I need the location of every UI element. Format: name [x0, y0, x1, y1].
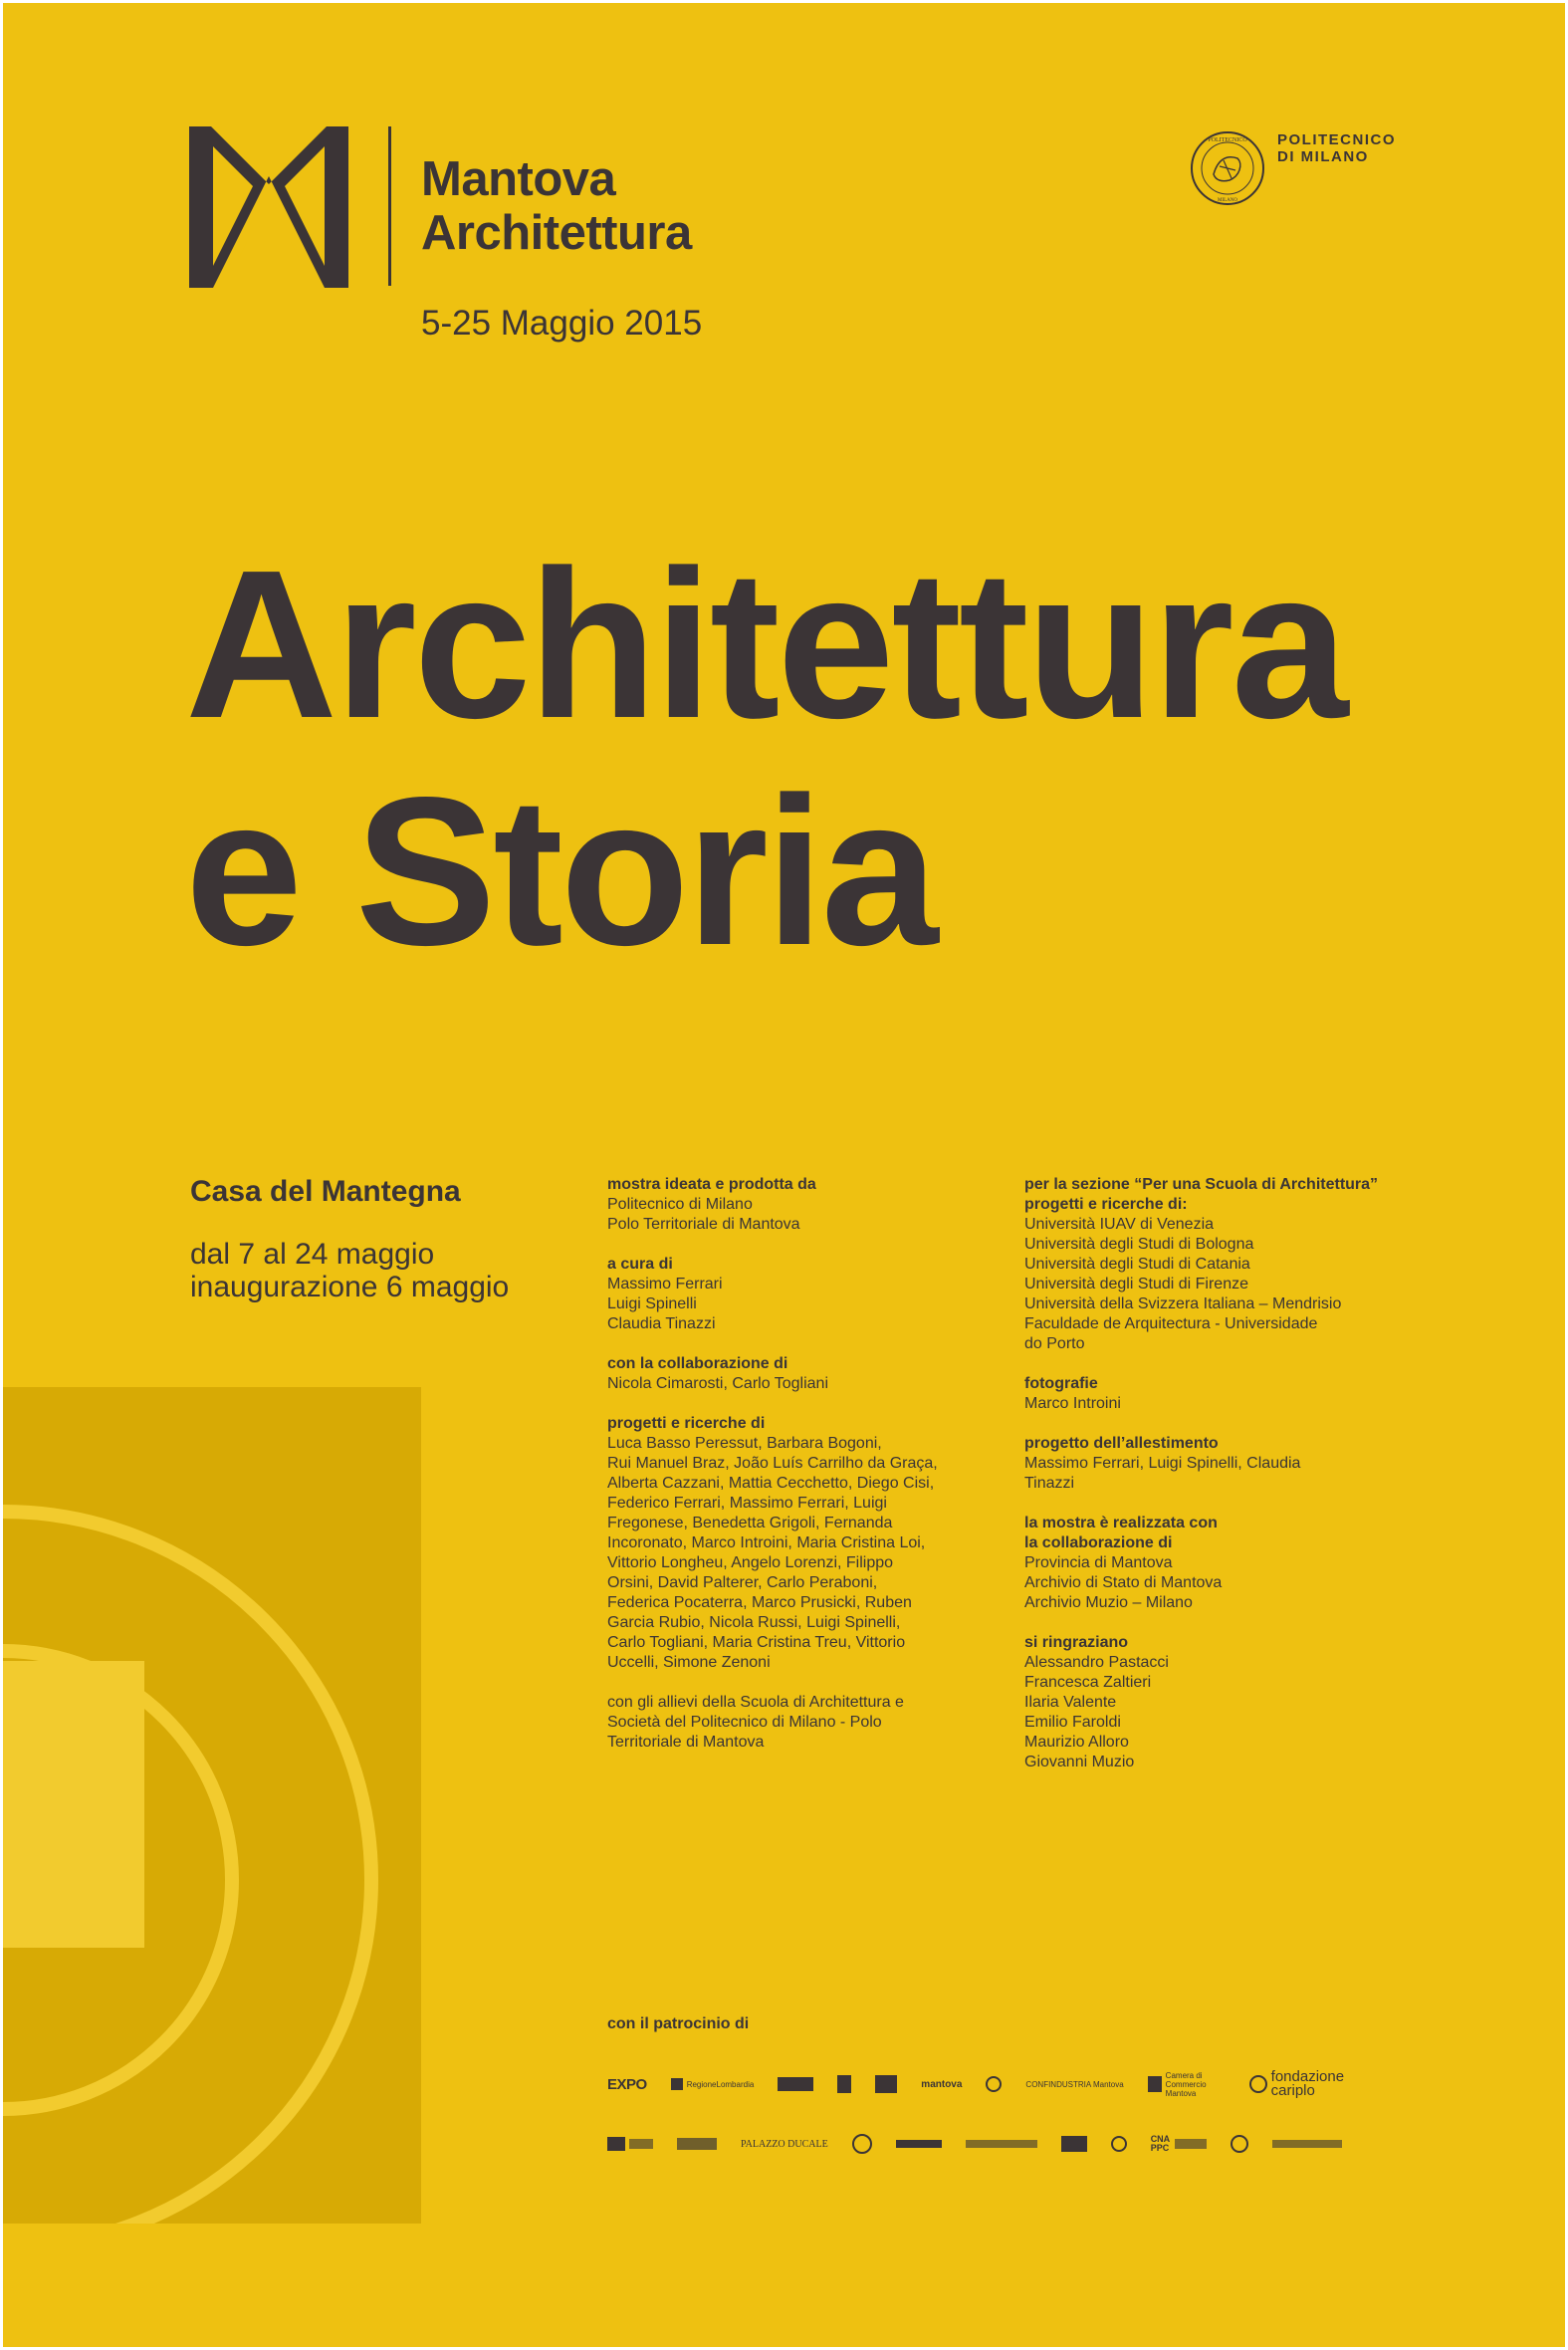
sponsor-mark-icon [677, 2138, 717, 2150]
sponsor-logo [852, 2134, 872, 2154]
sponsor-logo [1025, 2080, 1123, 2089]
sponsor-logo [607, 2075, 647, 2093]
exhibition-dates: dal 7 al 24 maggio [190, 1238, 435, 1271]
sponsor-logo [837, 2075, 851, 2093]
seal-text-bottom: MILANO [1218, 198, 1237, 203]
decorative-shapes [3, 1387, 421, 2224]
sponsor-logo [1249, 2070, 1344, 2098]
credit-line: Federico Ferrari, Massimo Ferrari, Luigi [607, 1495, 887, 1512]
partner-line2: DI MILANO [1277, 148, 1369, 165]
regione-logo-text: RegioneLombardia [686, 2079, 755, 2089]
sponsor-logo [896, 2140, 942, 2148]
credit-line: Massimo Ferrari, Luigi Spinelli, Claudia [1024, 1455, 1301, 1472]
credit-line: Federica Pocaterra, Marco Prusicki, Ruben [607, 1594, 912, 1611]
sponsor-logo [671, 2078, 755, 2090]
logo-line2: Architettura [421, 206, 692, 260]
logo-divider [388, 126, 391, 286]
credit-group [1024, 1434, 1443, 1494]
credit-line: Faculdade de Arquitectura - Universidade [1024, 1315, 1318, 1332]
credit-heading: per la sezione “Per una Scuola di Architettura” [1024, 1176, 1379, 1193]
regione-star-icon [671, 2078, 683, 2090]
credits-right-column [1024, 1175, 1443, 1792]
credit-line: Garcia Rubio, Nicola Russi, Luigi Spinelli, [607, 1614, 901, 1631]
credit-line: Università della Svizzera Italiana – Mendrisio [1024, 1295, 1342, 1312]
credit-heading: mostra ideata e prodotta da [607, 1176, 816, 1193]
partner-name [1277, 131, 1396, 165]
main-title [185, 526, 1346, 989]
credit-heading: progetti e ricerche di: [1024, 1196, 1188, 1213]
venue-name: Casa del Mantegna [190, 1175, 461, 1208]
credit-line: Rui Manuel Braz, João Luís Carrilho da Graça, [607, 1455, 938, 1472]
sponsor-logo [1148, 2071, 1226, 2098]
credit-group [1024, 1175, 1443, 1354]
credit-group [607, 1255, 1025, 1334]
sponsor-logo [741, 2140, 828, 2149]
credit-line: Alessandro Pastacci [1024, 1654, 1169, 1671]
poster [3, 3, 1565, 2347]
opening-date: inaugurazione 6 maggio [190, 1271, 510, 1303]
sponsor-logos-row-2 [607, 2134, 1366, 2154]
credit-line: Claudia Tinazzi [607, 1315, 716, 1332]
sponsor-mark-icon [896, 2140, 942, 2148]
title-line1: Architettura [185, 526, 1346, 762]
cna-logo-text: CNA PPC [1150, 2134, 1170, 2153]
cariplo-text: cariplo [1270, 2082, 1315, 2099]
credit-line: Luca Basso Peressut, Barbara Bogoni, [607, 1435, 882, 1452]
credit-line: Giovanni Muzio [1024, 1754, 1135, 1770]
partner-line1: POLITECNICO [1277, 131, 1397, 148]
sponsor-mark-icon [1175, 2139, 1207, 2149]
credit-heading: la mostra è realizzata con [1024, 1515, 1218, 1531]
note-line: con gli allievi della Scuola di Architettura e [607, 1694, 904, 1711]
mantova-architettura-logo-icon [189, 126, 348, 288]
sponsor-logo [966, 2140, 1037, 2148]
sponsor-logo [921, 2080, 962, 2089]
politecnico-seal-icon [1190, 130, 1265, 206]
mantova-logo-text: mantova [921, 2078, 963, 2090]
sponsor-mark-icon [607, 2137, 625, 2151]
credit-line: Alberta Cazzani, Mattia Cecchetto, Diego Cisi, [607, 1475, 935, 1492]
credit-group [607, 1175, 1025, 1235]
sponsor-mark-icon [1272, 2140, 1342, 2148]
venue-dates [190, 1238, 509, 1303]
credit-line: Marco Introini [1024, 1395, 1121, 1412]
chamber-icon [1148, 2076, 1162, 2092]
credit-line: Nicola Cimarosti, Carlo Togliani [607, 1375, 829, 1392]
credit-line: Incoronato, Marco Introini, Maria Cristina Loi, [607, 1534, 926, 1551]
sponsor-logo [1111, 2136, 1127, 2152]
cariplo-icon [1249, 2075, 1267, 2093]
credit-line: Massimo Ferrari [607, 1276, 723, 1292]
credit-line: Carlo Togliani, Maria Cristina Treu, Vittorio [607, 1634, 906, 1651]
credit-heading: si ringraziano [1024, 1634, 1129, 1651]
credit-line: Maurizio Alloro [1024, 1734, 1129, 1751]
credit-heading: la collaborazione di [1024, 1534, 1173, 1551]
credit-line: Vittorio Longheu, Angelo Lorenzi, Filippo [607, 1554, 894, 1571]
sponsor-mark-icon [852, 2134, 872, 2154]
credit-line: Luigi Spinelli [607, 1295, 697, 1312]
sponsor-logo [1272, 2140, 1342, 2148]
credit-heading: progetto dell’allestimento [1024, 1435, 1219, 1452]
seal-text-top: POLITECNICO [1208, 137, 1247, 143]
credit-line: Tinazzi [1024, 1475, 1075, 1492]
sponsor-mark-icon [778, 2077, 813, 2091]
credit-line: Politecnico di Milano [607, 1196, 753, 1213]
fondazione-text: fondazione [1270, 2068, 1345, 2085]
credit-group [607, 1414, 1025, 1673]
credit-line: Polo Territoriale di Mantova [607, 1216, 800, 1233]
credit-line: Archivio Muzio – Milano [1024, 1594, 1193, 1611]
credit-line: Provincia di Mantova [1024, 1554, 1173, 1571]
sponsor-logo [1151, 2135, 1207, 2153]
credit-line: Ilaria Valente [1024, 1694, 1117, 1711]
sponsor-logo [1231, 2135, 1248, 2153]
credit-heading: progetti e ricerche di [607, 1415, 766, 1432]
sponsor-mark-icon [1231, 2135, 1248, 2153]
sponsor-mark-icon [966, 2140, 1037, 2148]
students-note [607, 1693, 1025, 1753]
sponsor-logo [1061, 2136, 1087, 2152]
credit-heading: a cura di [607, 1256, 673, 1273]
sponsor-logo [778, 2077, 813, 2091]
event-dates: 5-25 Maggio 2015 [421, 304, 703, 343]
credit-group [1024, 1633, 1443, 1772]
logo-name [421, 152, 692, 260]
palazzo-ducale-logo-text: PALAZZO DUCALE [741, 2138, 828, 2150]
credit-line: Uccelli, Simone Zenoni [607, 1654, 771, 1671]
patronage-heading: con il patrocinio di [607, 2015, 750, 2032]
credit-line: Università degli Studi di Bologna [1024, 1236, 1254, 1253]
credits-left-column [607, 1175, 1025, 1772]
credit-line: Università degli Studi di Catania [1024, 1256, 1250, 1273]
credit-heading: con la collaborazione di [607, 1355, 788, 1372]
credit-line: Emilio Faroldi [1024, 1714, 1121, 1731]
credit-group [1024, 1374, 1443, 1414]
credit-line: Francesca Zaltieri [1024, 1674, 1152, 1691]
confindustria-logo-text: CONFINDUSTRIA Mantova [1025, 2079, 1124, 2089]
sponsor-logo [875, 2075, 897, 2093]
sponsor-mark-icon [629, 2139, 653, 2149]
crest-icon [986, 2076, 1002, 2092]
decorative-inner-square [3, 1661, 144, 1948]
crest-icon [875, 2075, 897, 2093]
credit-line: do Porto [1024, 1335, 1085, 1352]
credit-line: Università degli Studi di Firenze [1024, 1276, 1248, 1292]
expo-logo-text: EXPO [607, 2075, 647, 2093]
sponsor-mark-icon [1111, 2136, 1127, 2152]
credit-line: Fregonese, Benedetta Grigoli, Fernanda [607, 1515, 893, 1531]
credit-line: Orsini, David Palterer, Carlo Peraboni, [607, 1574, 878, 1591]
sponsor-logo [986, 2076, 1002, 2092]
sponsor-logo [677, 2138, 717, 2150]
sponsor-logos-row-1 [607, 2070, 1368, 2098]
credit-line: Università IUAV di Venezia [1024, 1216, 1215, 1233]
crest-icon [837, 2075, 851, 2093]
credit-heading: fotografie [1024, 1375, 1098, 1392]
note-line: Territoriale di Mantova [607, 1734, 765, 1751]
chamber-logo-text: Camera di Commercio Mantova [1165, 2070, 1207, 2098]
credit-group [607, 1354, 1025, 1394]
credit-line: Archivio di Stato di Mantova [1024, 1574, 1223, 1591]
logo-line1: Mantova [421, 152, 616, 206]
sponsor-logo [607, 2137, 653, 2151]
note-line: Società del Politecnico di Milano - Polo [607, 1714, 882, 1731]
credit-group [1024, 1514, 1443, 1613]
title-line2: e Storia [185, 753, 936, 989]
sponsor-mark-icon [1061, 2136, 1087, 2152]
